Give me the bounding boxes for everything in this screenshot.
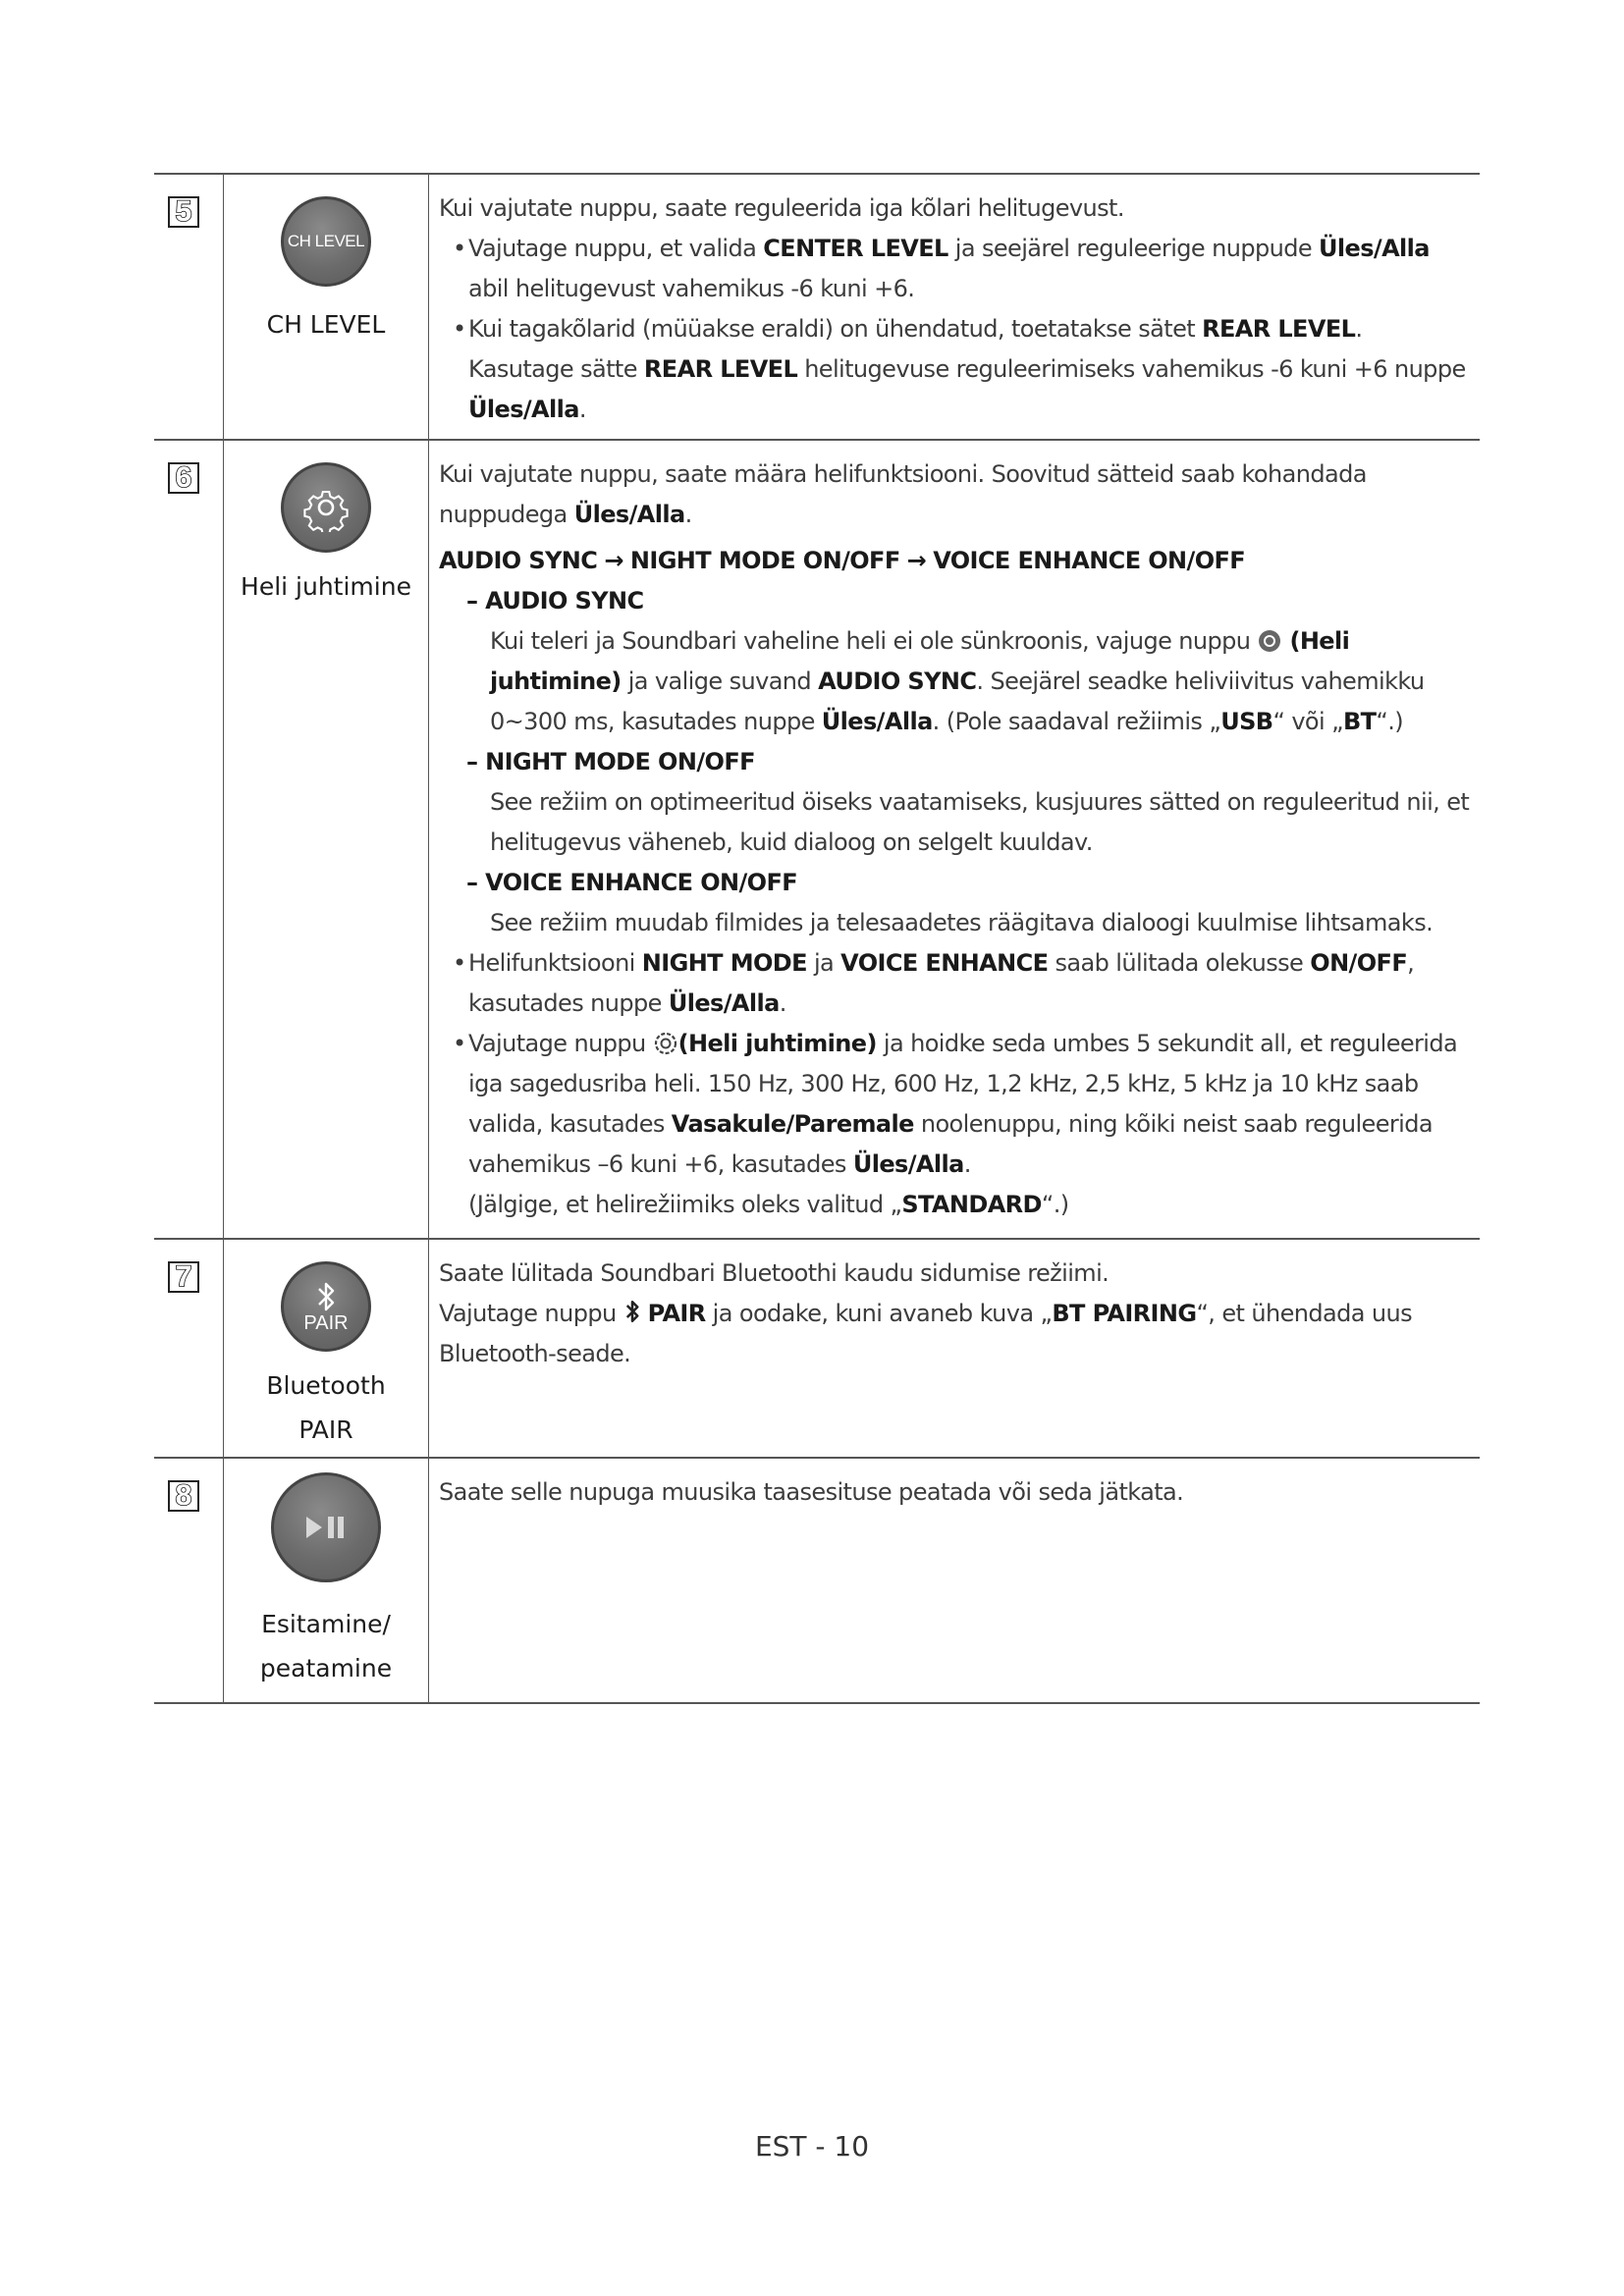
gear-icon (1257, 628, 1282, 654)
bluetooth-icon (314, 1280, 338, 1313)
bluetooth-pair-label: Bluetooth PAIR (266, 1371, 386, 1444)
page-number: EST - 10 (754, 2130, 870, 2163)
row-bluetooth-pair (154, 1239, 1480, 1458)
night-mode-heading: – NIGHT MODE ON/OFF (466, 748, 755, 775)
play-pause-line-1: Saate selle nupuga muusika taasesituse peatada või seda jätkata. (439, 1478, 1184, 1506)
gear-icon (653, 1031, 678, 1056)
sound-control-label: Heli juhtimine (241, 572, 411, 601)
night-mode-body: See režiim on optimeeritud öiseks vaatamiseks, kusjuures sätted on reguleeritud nii, et helitugevus väheneb, kuid dialoog on selgelt kuuldav. (490, 788, 1470, 856)
row-sound-control (154, 440, 1480, 1239)
sound-control-button-icon (281, 462, 371, 553)
bluetooth-pair-button-icon (281, 1261, 371, 1352)
sound-control-intro: Kui vajutate nuppu, saate määra helifunktsiooni. Soovitud sätteid saab kohandada nuppudega Üles/Alla. (439, 460, 1367, 528)
item-number-badge: 5 (168, 196, 199, 228)
play-pause-icon (304, 1515, 348, 1540)
ch-level-label: CH LEVEL (266, 310, 386, 339)
pair-button-text: PAIR (303, 1312, 349, 1334)
ch-level-button-icon (281, 196, 371, 287)
mode-sequence: AUDIO SYNC → NIGHT MODE ON/OFF → VOICE ENHANCE ON/OFF (439, 547, 1246, 574)
bluetooth-pair-line-2: Vajutage nuppu PAIR ja oodake, kuni avaneb kuva „BT PAIRING“, et ühendada uus Bluetooth-seade. (439, 1294, 1472, 1374)
item-number-badge: 8 (168, 1480, 199, 1512)
voice-enhance-heading: – VOICE ENHANCE ON/OFF (466, 869, 798, 896)
audio-sync-heading: – AUDIO SYNC (466, 587, 644, 614)
ch-level-intro: Kui vajutate nuppu, saate reguleerida iga kõlari helitugevust. (439, 194, 1124, 222)
row-ch-level (154, 174, 1480, 440)
ch-level-bullet-1: • Vajutage nuppu, et valida CENTER LEVEL ja seejärel reguleerige nuppude Üles/Alla abil helitugevust vahemikus -6 kuni +6. (453, 235, 1430, 302)
audio-sync-body: Kui teleri ja Soundbari vaheline heli ei ole sünkroonis, vajuge nuppu (Heli juhtimine) ja valige suvand AUDIO SYNC. Seejärel seadke heliviivitus vahemikku 0~300 ms, kasutades nuppe Üles/Alla. (Pole saadaval režiimis „USB“ või „BT“.) (490, 627, 1425, 735)
play-pause-button-icon (271, 1472, 381, 1582)
gear-icon (301, 483, 351, 532)
ch-level-bullet-2: • Kui tagakõlarid (müüakse eraldi) on ühendatud, toetatakse sätet REAR LEVEL. Kasutage sätte REAR LEVEL helitugevuse reguleerimiseks vahemikus -6 kuni +6 nuppe Üles/Alla. (453, 315, 1466, 423)
sound-control-bullet-1: • Helifunktsiooni NIGHT MODE ja VOICE ENHANCE saab lülitada olekusse ON/OFF, kasutades nuppe Üles/Alla. (453, 949, 1415, 1017)
play-pause-label: Esitamine/ peatamine (259, 1610, 393, 1682)
voice-enhance-body: See režiim muudab filmides ja telesaadetes räägitava dialoogi kuulmise lihtsamaks. (490, 909, 1434, 936)
bluetooth-pair-line-1: Saate lülitada Soundbari Bluetoothi kaudu sidumise režiimi. (439, 1259, 1110, 1287)
bluetooth-icon (623, 1297, 641, 1326)
row-play-pause (154, 1458, 1480, 1703)
item-number-badge: 6 (168, 462, 199, 494)
ch-level-button-text: CH LEVEL (287, 232, 365, 250)
sound-control-bullet-2: • Vajutage nuppu (Heli juhtimine) ja hoidke seda umbes 5 sekundit all, et reguleerida iga sagedusriba heli. 150 Hz, 300 Hz, 600 Hz, 1,2 kHz, 2,5 kHz, 5 kHz ja 10 kHz saab valida, kasutades Vasakule/Paremale noolenuppu, ning kõiki neist saab reguleerida vahemikus –6 kuni +6, kasutades Üles/Alla. (Jälgige, et helirežiimiks oleks valitud „STANDARD“.) (453, 1030, 1458, 1218)
manual-table (154, 173, 1480, 1704)
item-number-badge: 7 (168, 1261, 199, 1293)
